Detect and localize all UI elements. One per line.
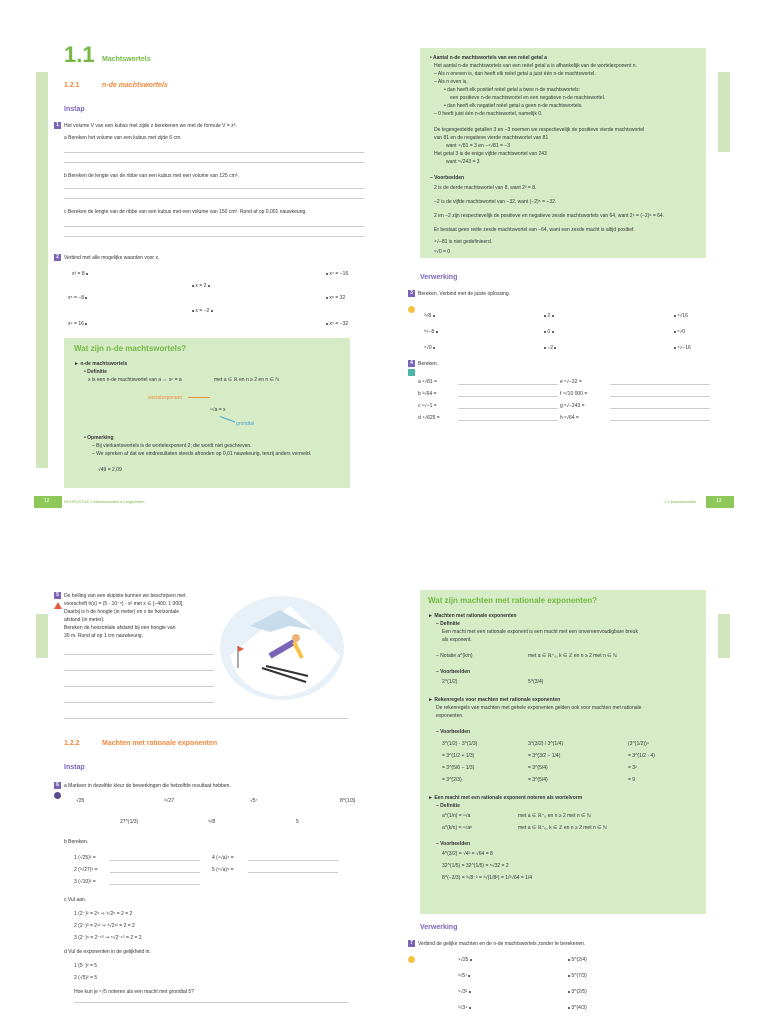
match-right-3[interactable]: 3^(2/5): [568, 988, 587, 996]
answer-line[interactable]: [248, 860, 338, 861]
definition-label: • Definitie: [84, 369, 107, 375]
side-tab: [718, 614, 730, 658]
match-right-4[interactable]: 3^(4/3): [568, 1004, 587, 1012]
definition-condition: met a ∈ ℝ⁺₀, k ∈ ℤ en n ≥ 2 met n ∈ ℕ: [518, 825, 607, 831]
definition-condition: met a ∈ ℝ en n ≥ 2 en n ∈ ℕ: [214, 377, 280, 383]
definition-text: als exponent.: [442, 637, 472, 643]
example: = 3^(3/2 − 1/4): [528, 753, 561, 759]
exercise-text: a Markeer in dezelfde kleur de bewerkingen die hetzelfde resultaat hebben.: [64, 783, 231, 789]
fill-item[interactable]: 2 (√5)² = 5: [74, 975, 98, 981]
page-3: [0, 512, 384, 1024]
example: (3^(1/2))⁴: [628, 741, 649, 747]
calc-item: 5 (⁵√a)⁵ =: [212, 867, 234, 873]
answer-line[interactable]: [610, 408, 710, 409]
exercise-text: De helling van een skipiste kunnen we beschrijven met: [64, 593, 186, 599]
match-left-2[interactable]: ³√5⁷: [458, 972, 470, 980]
answer-line[interactable]: [64, 670, 214, 671]
answer-line[interactable]: [64, 236, 364, 237]
calc-f: f ⁴√10 000 =: [560, 391, 588, 397]
match-left-3[interactable]: x⁴ = 16: [68, 320, 87, 328]
example: = 3^(5/4): [528, 765, 548, 771]
example-line: 2 en −2 zijn respectievelijk de positieve en negatieve zesde machtswortels van 64, want 2⁶ = (−2)⁶ = 64.: [434, 213, 665, 219]
exercise-6: [54, 782, 354, 790]
match-left-2[interactable]: x⁵ = −8: [68, 294, 87, 302]
exercise-text: Verbind met alle mogelijke waarden voor x.: [64, 255, 160, 261]
answer-line[interactable]: [458, 408, 558, 409]
example-line: −2 is de vijfde machtswortel van −32, want (−2)⁵ = −32.: [434, 199, 557, 205]
answer-line[interactable]: [110, 884, 200, 885]
example-line: ⁵√0 = 0: [434, 249, 451, 255]
label-wortelexponent: wortelexponent: [148, 395, 182, 401]
answer-line[interactable]: [64, 654, 214, 655]
exercise-line: Daarbij is h de hoogte (in meter) en x de horizontale: [64, 609, 180, 615]
example-line: ⁴√−81 is niet gedefinieerd.: [434, 239, 493, 245]
box-line: – 0 heeft juist één n-de machtswortel, namelijk 0.: [434, 111, 543, 117]
subsection-title: n-de machtswortels: [102, 82, 168, 89]
box-title: Wat zijn n-de machtswortels?: [74, 344, 187, 353]
match-mid-2[interactable]: x = −2: [192, 307, 213, 315]
answer-line[interactable]: [610, 396, 710, 397]
calc-b: b ³√64 =: [418, 391, 437, 397]
expression[interactable]: ³√8: [208, 819, 216, 825]
expression[interactable]: √5⁷: [250, 798, 258, 804]
box-line: want ⁵√243 = 3: [446, 159, 480, 165]
subsection-number: 1.2.1: [64, 82, 80, 89]
remark-1: – Bij vierkantswortels is de wortelexponent 2; die wordt niet geschreven.: [92, 443, 252, 449]
side-tab: [36, 72, 48, 468]
answer-line[interactable]: [64, 702, 214, 703]
example: 8^(−2/3) = ³√8⁻² = ³√(1/8²) = 1/³√64 = 1/4: [442, 875, 533, 881]
answer-line[interactable]: [64, 188, 364, 189]
answer-line[interactable]: [64, 198, 364, 199]
answer-line[interactable]: [64, 162, 364, 163]
exercise-text: Bereken.: [418, 361, 439, 367]
example: 2^(1/2): [442, 679, 458, 685]
notation: – Notatie a^(k/n): [436, 653, 473, 659]
match-mid-3[interactable]: −2: [544, 344, 556, 352]
calc-g: g ⁵√−243 =: [560, 403, 585, 409]
example: 32^(1/5) = 32^(1/5) = ⁵√32 = 2: [442, 863, 509, 869]
match-right-3[interactable]: x⁵ = −32: [326, 320, 348, 328]
exercise-line: Bereken de horizontale afstand bij een hoogte van: [64, 625, 176, 631]
arrow-wortelexponent: [188, 397, 210, 398]
answer-line[interactable]: [458, 384, 558, 385]
match-right-3[interactable]: ⁴√−16: [674, 344, 691, 352]
fill-item[interactable]: 3 (2⁻)⁵ = 2⁻¹⁰ ⇒ ⁵√2⁻¹⁰ = 2 = 2: [74, 935, 142, 941]
expression[interactable]: 5: [296, 819, 299, 825]
example: 4^(3/2) = √4³ = √64 = 8: [442, 851, 493, 857]
exercise-1: [54, 122, 364, 130]
answer-line[interactable]: [458, 420, 558, 421]
subsection-title: Machten met rationale exponenten: [102, 740, 218, 747]
calc-item: 2 (³√27)³ =: [74, 867, 98, 873]
definition-label: – Definitie: [436, 803, 460, 809]
verwerking-heading: Verwerking: [420, 274, 458, 281]
example: = 3^(2/3): [442, 777, 462, 783]
page-2: [384, 0, 768, 512]
calc-item: 4 (⁴√a)⁴ =: [212, 855, 234, 861]
theory-box: [64, 338, 350, 488]
example: = 3^(5/6 − 1/3): [442, 765, 475, 771]
examples-label: – Voorbeelden: [436, 669, 471, 675]
match-right-2[interactable]: x⁵ = 32: [326, 294, 345, 302]
box-line: – Als n oneven is, dan heeft elk reëel getal a juist één n-de machtswortel.: [434, 71, 596, 77]
match-left-4[interactable]: ³√3⁴: [458, 1004, 471, 1012]
exercise-text: Het volume V van een kubus met zijde z berekenen we met de formule V = z³.: [64, 123, 237, 129]
section-heading: ► Een macht met een rationale exponent noteren als wortelvorm: [428, 795, 583, 801]
footer-tab: 12: [34, 496, 62, 508]
verwerking-heading: Verwerking: [420, 924, 458, 931]
page-1: [0, 0, 384, 512]
exercise-6d: d Vul de exponenten in de gelijkheid in.: [64, 949, 151, 955]
definition-text: x is een n-de machtswortel van a ⇔ xⁿ = a: [88, 377, 182, 383]
difficulty-circle-icon: [408, 950, 415, 968]
example: 5^(3/4): [528, 679, 544, 685]
instap-heading: Instap: [64, 106, 85, 113]
footer-text: HOOFDSTUK 1 Machtswortels en logaritmen: [64, 499, 145, 504]
expression[interactable]: 8^(1/3): [340, 798, 356, 804]
box-title: Wat zijn machten met rationale exponenten?: [428, 596, 598, 605]
calc-a: a ⁴√81 =: [418, 379, 437, 385]
examples-label: – Voorbeelden: [436, 729, 471, 735]
match-right-1[interactable]: ⁴√16: [674, 312, 688, 320]
answer-line[interactable]: [64, 718, 348, 719]
people-icon: [54, 792, 61, 799]
remark-label: • Opmerking: [84, 435, 114, 441]
exercise-1b: b Bereken de lengte van de ribbe van een kubus met een volume van 125 cm³.: [64, 173, 239, 179]
examples-label: – Voorbeelden: [436, 841, 471, 847]
example: 3^(3/2) / 3^(1/4): [528, 741, 563, 747]
match-left-3[interactable]: ⁵√0: [424, 344, 435, 352]
section-heading: ► Machten met rationale exponenten: [428, 613, 517, 619]
exercise-line: afstand (in meter).: [64, 617, 105, 623]
footer-tab: 13: [706, 496, 734, 508]
box-line: een positieve n-de machtswortel en een negatieve n-de machtswortel.: [450, 95, 606, 101]
example: = 3^(5/4): [528, 777, 548, 783]
exercise-number: 5: [54, 592, 61, 599]
definition-text: Een macht met een rationale exponent is een macht met een onvereenvoudigbare breuk: [442, 629, 638, 635]
exercise-7: [408, 940, 585, 948]
box-line: Het aantal n-de machtswortels van een reëel getal a is afhankelijk van de wortelexponent n.: [434, 63, 637, 69]
box-line: • dan heeft elk negatief reëel getal a geen n-de machtswortels.: [444, 103, 583, 109]
answer-line[interactable]: [110, 860, 200, 861]
difficulty-square-icon: [408, 369, 415, 376]
section-text: exponenten.: [436, 713, 464, 719]
examples-label: – Voorbeelden: [430, 175, 465, 181]
box-line: Het getal 3 is de enige vijfde machtswortel van 243: [434, 151, 547, 157]
exercise-number: 4: [408, 360, 415, 367]
answer-line[interactable]: [110, 872, 200, 873]
page-4: [384, 512, 768, 1024]
match-left-1[interactable]: x³ = 8: [72, 270, 88, 278]
example: 3^(1/2) · 3^(1/3): [442, 741, 478, 747]
difficulty-triangle-icon: [54, 602, 62, 609]
exercise-1c: c Bereken de lengte van de ribbe van een kubus met een volume van 150 cm³. Rond af op 0,001 nauwkeurig.: [64, 209, 307, 215]
answer-line[interactable]: [64, 686, 214, 687]
skier-illustration: [210, 586, 350, 704]
calc-d: d ⁴√625 =: [418, 415, 440, 421]
example-line: Er bestaat geen reële zesde machtswortel van −64, want een zesde macht is altijd positief.: [434, 227, 635, 233]
match-left-1[interactable]: ⁴√25: [458, 956, 472, 964]
example: = 3^(1/2 · 4): [628, 753, 655, 759]
answer-line[interactable]: [64, 152, 364, 153]
example: = 9: [628, 777, 636, 783]
box-heading: • Aantal n-de machtswortels van een reëel getal a: [430, 55, 547, 61]
section-title: Machtswortels: [102, 56, 151, 63]
box-line: De tegengestelde getallen 3 en −3 noemen we respectievelijk de positieve vierde machtswortel: [434, 127, 645, 133]
theory-box: [420, 590, 706, 914]
match-right-2[interactable]: 5^(7/3): [568, 972, 587, 980]
answer-line[interactable]: [610, 384, 710, 385]
match-mid-1[interactable]: 2: [544, 312, 554, 320]
example-line: 2 is de derde machtswortel van 8, want 2³ = 8.: [434, 185, 537, 191]
match-right-2[interactable]: ⁵√0: [674, 328, 685, 336]
match-mid-1[interactable]: x = 2: [192, 282, 210, 290]
exercise-4: [408, 360, 438, 368]
exercise-line: voorschrift h(x) = (5 · 10⁻⁵) · x² met x ∈ [−400, 1 000].: [64, 601, 184, 607]
exercise-number: 6: [54, 782, 61, 789]
match-right-1[interactable]: x⁴ = −16: [326, 270, 348, 278]
box-item: ► n-de machtswortels: [74, 361, 128, 367]
answer-line[interactable]: [610, 420, 710, 421]
match-left-2[interactable]: ³√−8: [424, 328, 438, 336]
exercise-number: 2: [54, 254, 61, 261]
match-right-1[interactable]: 5^(2/4): [568, 956, 587, 964]
fill-item[interactable]: 1 (2⁻)² = 2⁶ ⇒ ³√2⁶ = 2 = 2: [74, 911, 133, 917]
section-text: De rekenregels van machten met gehele exponenten gelden ook voor machten met rationale: [436, 705, 642, 711]
calc-h: h ⁶√64 =: [560, 415, 579, 421]
definition-condition: met a ∈ ℝ⁺₀ en n ≥ 2 met n ∈ ℕ: [518, 813, 591, 819]
match-mid-2[interactable]: 0: [544, 328, 554, 336]
exercise-1a: a Bereken het volume van een kubus met zijde 6 cm.: [64, 135, 182, 141]
definition-formula: a^(k/n) = ⁿ√aᵏ: [442, 825, 472, 831]
exercise-text: Verbind de gelijke machten en de n-de machtswortels zonder te berekenen.: [418, 941, 586, 947]
exercise-line: 30 m. Rond af op 1 cm nauwkeurig.: [64, 633, 143, 639]
answer-line[interactable]: [248, 872, 338, 873]
exercise-number: 3: [408, 290, 415, 297]
section-number: 1.1: [64, 42, 95, 67]
side-tab: [718, 72, 730, 152]
calc-e: e ⁵√−32 =: [560, 379, 582, 385]
example: = 3²: [628, 765, 637, 771]
definition-label: – Definitie: [436, 621, 460, 627]
calc-item: 3 (√10)² =: [74, 879, 96, 885]
expression[interactable]: 27^(1/3): [120, 819, 139, 825]
answer-line[interactable]: [458, 396, 558, 397]
exercise-number: 7: [408, 940, 415, 947]
footer-text: 1.1 Machtswortels: [664, 499, 697, 504]
fill-item[interactable]: 2 (2⁻)³ = 2¹² ⇒ ³√2¹² = 2 = 2: [74, 923, 135, 929]
exercise-6b: b Bereken.: [64, 839, 89, 845]
fill-item[interactable]: 1 (5⁻)² = 5: [74, 963, 98, 969]
calc-item: 1 (√25)² =: [74, 855, 96, 861]
instap-heading: Instap: [64, 764, 85, 771]
theory-box-continued: [420, 48, 706, 258]
arrow-grondtal: [220, 416, 235, 422]
answer-line[interactable]: [64, 226, 364, 227]
example: = 3^(1/2 + 1/3): [442, 753, 475, 759]
section-heading: ► Rekenregels voor machten met rationale exponenten: [428, 697, 561, 703]
side-tab: [36, 614, 48, 658]
remark-3: √49 = 2,09: [98, 467, 122, 473]
expression[interactable]: ³√27: [164, 798, 174, 804]
exercise-5: [54, 592, 214, 600]
exercise-number: 1: [54, 122, 61, 129]
exercise-6c: c Vul aan.: [64, 897, 87, 903]
exercise-text: Bereken. Verbind met de juiste oplossing.: [418, 291, 510, 297]
notation-condition: met a ∈ ℝ⁺₀, k ∈ ℤ en n ≥ 2 met n ∈ ℕ: [528, 653, 617, 659]
label-grondtal: grondtal: [236, 421, 255, 427]
box-line: – Als n even is,: [434, 79, 468, 85]
match-left-3[interactable]: ⁵√3²: [458, 988, 471, 996]
calc-c: c ⁵√−1 =: [418, 403, 437, 409]
subsection-number: 1.2.2: [64, 740, 80, 747]
difficulty-circle-icon: [408, 300, 415, 318]
expression[interactable]: √25: [76, 798, 85, 804]
exercise-3: [408, 290, 510, 298]
answer-line[interactable]: [74, 1002, 348, 1003]
box-line: van 81 en de negatieve vierde machtswortel van 81: [434, 135, 549, 141]
match-left-1[interactable]: ³√8: [424, 312, 435, 320]
formula: ⁿ√a = x: [210, 407, 226, 413]
box-line: • dan heeft elk positief reëel getal a twee n-de machtswortels:: [444, 87, 580, 93]
definition-formula: a^(1/n) = ⁿ√a: [442, 813, 471, 819]
exercise-2: [54, 254, 364, 262]
remark-2: – We spreken af dat we eindresultaten steeds afronden op 0,01 nauwkeurig, tenzij anders vermeld.: [92, 451, 312, 457]
exercise-question: Hoe kun je ⁵√5 noteren als een macht met grondtal 5?: [74, 989, 194, 995]
box-line: want ⁴√81 = 3 en −⁴√81 = −3: [446, 143, 510, 149]
